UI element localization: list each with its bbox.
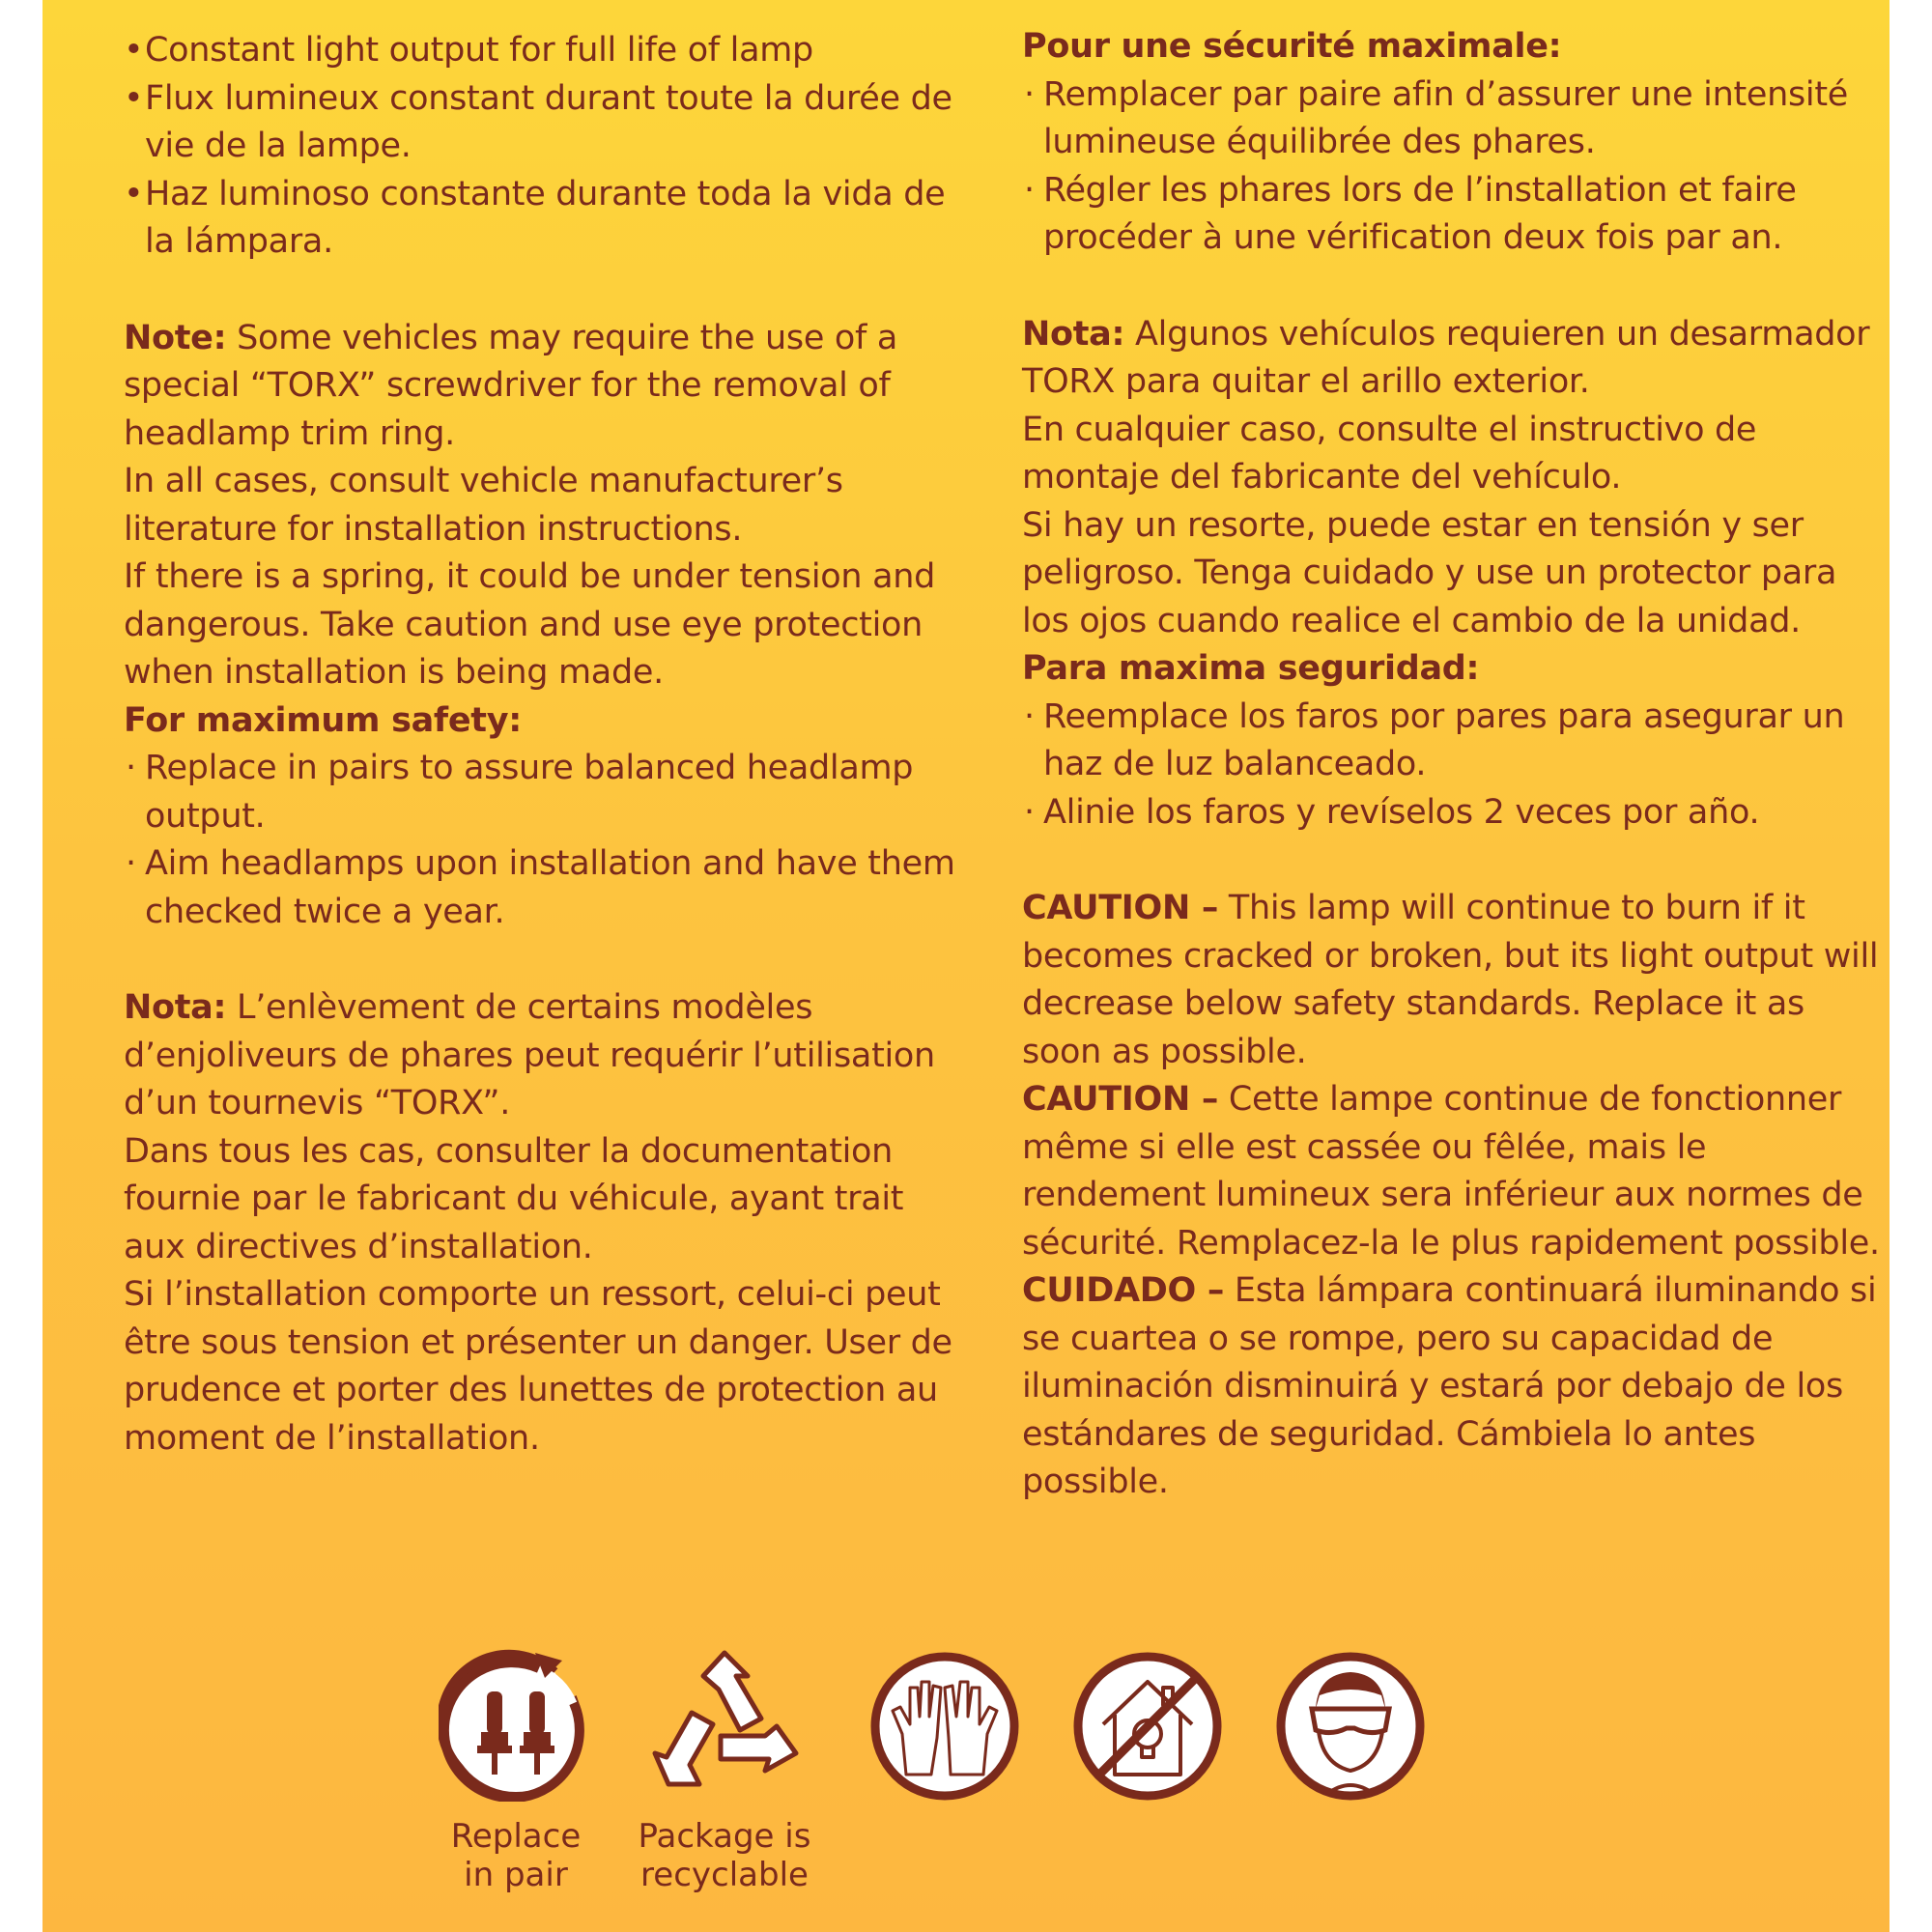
safety-item: · Régler les phares lors de l’installation et faire procéder à une vérification deux fois par an. <box>1022 167 1891 263</box>
note-en-label: Note: <box>124 318 227 357</box>
label-line: recyclable <box>640 1856 809 1894</box>
no-household-use-icon <box>1070 1649 1225 1804</box>
replace-pair-icon <box>439 1647 593 1802</box>
label-line: Replace <box>450 1817 582 1856</box>
note-en-text: Some vehicles may require the use of a special “TORX” screwdriver for the removal of headlamp trim ring. <box>124 318 898 453</box>
label-line: in pair <box>464 1856 568 1894</box>
note-fr-p2: Dans tous les cas, consulter la documentation fournie par le fabricant du véhicule, ayant trait aux directives d’installation. <box>124 1131 904 1266</box>
note-fr-label: Nota: <box>124 988 227 1027</box>
safety-list-en <box>124 745 974 936</box>
caution-block <box>1022 885 1891 1507</box>
safety-heading-es: Para maxima seguridad: <box>1022 649 1480 688</box>
note-fr <box>124 984 974 1128</box>
note-es-p3: Si hay un resorte, puede estar en tensión y ser peligroso. Tenga cuidado y use un protector para los ojos cuando realice el cambio de la unidad. <box>1022 505 1837 640</box>
note-es-text: Algunos vehículos requieren un desarmador TORX para quitar el arillo exterior. <box>1022 314 1870 401</box>
safety-heading-en: For maximum safety: <box>124 700 522 740</box>
note-es <box>1022 311 1891 407</box>
note-fr-text: L’enlèvement de certains modèles d’enjoliveurs de phares peut requérir l’utilisation d’un tournevis “TORX”. <box>124 988 935 1122</box>
left-column <box>124 27 974 1463</box>
feature-bullet: • Haz luminoso constante durante toda la vida de la lámpara. <box>124 171 974 267</box>
note-en-p2: In all cases, consult vehicle manufacturer’s literature for installation instructions. <box>124 462 843 549</box>
safety-item: · Replace in pairs to assure balanced headlamp output. <box>124 745 974 840</box>
note-es-p2: En cualquier caso, consulte el instructivo de montaje del fabricante del vehículo. <box>1022 410 1757 497</box>
feature-bullet: • Flux lumineux constant durant toute la durée de vie de la lampe. <box>124 75 974 171</box>
safety-list-es <box>1022 694 1891 838</box>
safety-heading-fr: Pour une sécurité maximale: <box>1022 27 1562 66</box>
gloves-icon <box>867 1649 1022 1804</box>
safety-item: · Remplacer par paire afin d’assurer une intensité lumineuse équilibrée des phares. <box>1022 71 1891 167</box>
safety-icons-row <box>0 1647 1932 1918</box>
package-panel <box>43 0 1889 1932</box>
caution-text: This lamp will continue to burn if it becomes cracked or broken, but its light output will decrease below safety standards. Replace it as soon as possible. <box>1022 889 1879 1071</box>
caution-label: CUIDADO – <box>1022 1271 1225 1310</box>
note-fr-p3: Si l’installation comporte un ressort, celui-ci peut être sous tension et présenter un danger. User de prudence et porter des lunettes de protection au moment de l’installation. <box>124 1275 952 1458</box>
caution-es <box>1022 1267 1891 1507</box>
caution-text: Cette lampe continue de fonctionner même si elle est cassée ou fêlée, mais le rendement lumineux sera inférieur aux normes de sécurité. Remplacez-la le plus rapidement possible. <box>1022 1080 1880 1263</box>
feature-bullets <box>124 27 974 267</box>
caution-en <box>1022 885 1891 1076</box>
caution-label: CAUTION – <box>1022 889 1219 927</box>
recycle-icon <box>647 1647 802 1802</box>
note-en-p3: If there is a spring, it could be under tension and dangerous. Take caution and use eye protection when installation is being made. <box>124 557 936 692</box>
right-column <box>1022 23 1891 1507</box>
note-en <box>124 315 974 459</box>
note-es-label: Nota: <box>1022 314 1125 354</box>
eye-protection-icon <box>1273 1649 1428 1804</box>
safety-item: · Reemplace los faros por pares para asegurar un haz de luz balanceado. <box>1022 694 1891 789</box>
safety-list-fr <box>1022 71 1891 263</box>
label-line: Package is <box>638 1817 811 1856</box>
safety-item: · Alinie los faros y revíselos 2 veces por año. <box>1022 789 1891 838</box>
caution-text: Esta lámpara continuará iluminando si se cuartea o se rompe, pero su capacidad de iluminación disminuirá y estará por debajo de los estándares de seguridad. Cámbiela lo antes possible. <box>1022 1271 1877 1501</box>
feature-bullet: • Constant light output for full life of lamp <box>124 27 974 75</box>
caution-fr <box>1022 1076 1891 1267</box>
caution-label: CAUTION – <box>1022 1080 1219 1119</box>
safety-item: · Aim headlamps upon installation and have them checked twice a year. <box>124 840 974 936</box>
recycle-label <box>599 1817 850 1894</box>
